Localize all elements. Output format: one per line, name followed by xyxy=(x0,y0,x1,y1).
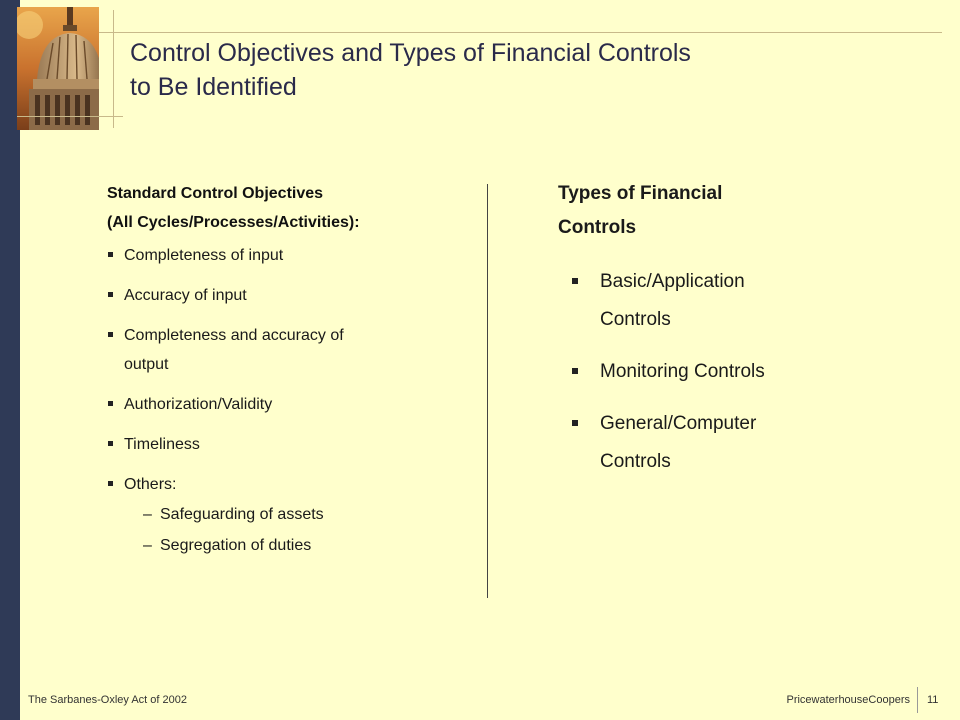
bullet-icon xyxy=(572,420,578,426)
logo-rule xyxy=(17,116,123,117)
bullet-icon xyxy=(108,401,113,406)
sub-list-item: – Safeguarding of assets xyxy=(107,499,477,530)
bullet-icon xyxy=(108,481,113,486)
financial-controls-heading: Types of Financial Controls xyxy=(558,183,723,238)
footer-separator xyxy=(917,687,918,713)
bullet-icon xyxy=(572,278,578,284)
footer-doc-title: The Sarbanes-Oxley Act of 2002 xyxy=(28,694,187,706)
list-item: Timeliness xyxy=(107,430,477,459)
financial-controls-column xyxy=(558,177,888,495)
bullet-icon xyxy=(108,292,113,297)
title-rule-vertical xyxy=(113,10,114,128)
capitol-dome-icon xyxy=(17,7,99,130)
bullet-icon xyxy=(108,252,113,257)
column-divider xyxy=(487,184,488,598)
capitol-dome-image xyxy=(17,7,99,130)
dash-icon: – xyxy=(143,537,152,554)
bullet-icon xyxy=(108,441,113,446)
control-objectives-heading: Standard Control Objectives (All Cycles/Processes/Activities): xyxy=(107,185,360,231)
list-item: Completeness and accuracy of output xyxy=(107,321,477,379)
list-item: Authorization/Validity xyxy=(107,390,477,419)
bullet-icon xyxy=(108,332,113,337)
bullet-icon xyxy=(572,368,578,374)
slide-title-line-2: to Be Identified xyxy=(130,73,297,101)
sub-list-item: – Segregation of duties xyxy=(107,530,477,561)
list-item: Basic/Application Controls xyxy=(571,263,901,339)
footer-company: PricewaterhouseCoopers xyxy=(786,694,910,706)
dash-icon: – xyxy=(143,506,152,523)
page-number: 11 xyxy=(927,694,939,706)
list-item: Others: xyxy=(107,470,477,499)
control-objectives-column xyxy=(107,179,477,561)
list-item: General/Computer Controls xyxy=(571,405,901,481)
list-item: Monitoring Controls xyxy=(571,353,901,391)
title-rule-top xyxy=(99,32,942,33)
list-item: Accuracy of input xyxy=(107,281,477,310)
list-item: Completeness of input xyxy=(107,241,477,270)
slide-title xyxy=(130,36,910,104)
slide-title-line-1: Control Objectives and Types of Financial Controls xyxy=(130,39,691,67)
